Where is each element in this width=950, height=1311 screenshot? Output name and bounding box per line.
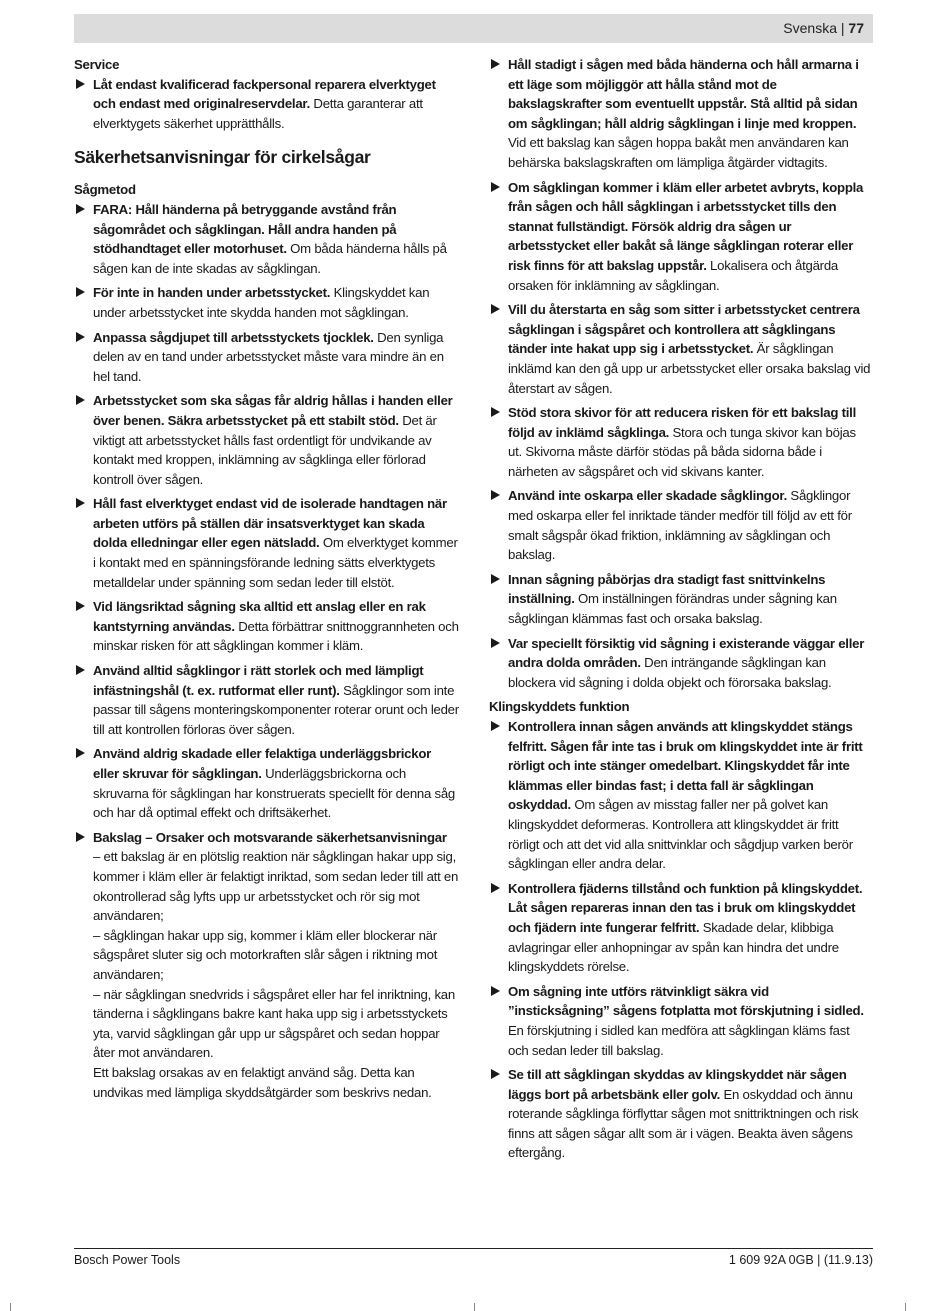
item-bold: Om sågklingan kommer i kläm eller arbetet avbryts, koppla från sågen och håll sågklingan i arbetsstycket tills den stannat fullständigt. Försök aldrig dra sågen ur arbetsstycket eller bakåt så länge sågklingan roterar eller risk finns för att bakslag uppstår. <box>508 179 864 273</box>
list-item <box>489 486 873 564</box>
list-item <box>74 283 460 322</box>
service-heading: Service <box>74 57 120 72</box>
bakslag-item <box>74 828 460 1102</box>
crop-mark <box>474 1303 475 1311</box>
list-item <box>489 403 873 481</box>
list-item <box>489 1065 873 1163</box>
list-item <box>489 717 873 874</box>
left-column <box>74 55 460 1107</box>
list-item <box>489 178 873 296</box>
bakslag-dash: – ett bakslag är en plötslig reaktion när sågklingan hakar upp sig, kommer i kläm eller är felaktigt inriktad, som sedan leder till att en okontrollerad såg lyfts upp ur arbetsstycket och rör sig mot användaren; <box>93 849 459 924</box>
item-text: Detta förbättrar snittnoggrannheten och minskar risken för att sågklingan kommer i kläm. <box>93 618 459 654</box>
item-bold: Arbetsstycket som ska sågas får aldrig hållas i handen eller över benen. Säkra arbetsstycket på ett stabilt stöd. <box>93 393 453 428</box>
right-column <box>489 55 873 1168</box>
list-item <box>74 391 460 489</box>
list-item <box>74 597 460 656</box>
header-band <box>74 14 873 43</box>
item-text: Den inträngande sågklingan kan blockera vid sågning i dolda objekt och förorsaka bakslag. <box>508 655 832 690</box>
klingskydd-heading: Klingskyddets funktion <box>489 699 630 715</box>
item-text: En förskjutning i sidled kan medföra att sågklingan kläms fast och sedan leder till bakslag. <box>508 1022 850 1058</box>
list-item <box>489 570 873 629</box>
footer-publisher: Bosch Power Tools <box>74 1253 181 1267</box>
bakslag-dash: – när sågklingan snedvrids i sågspåret eller har fel inriktning, kan tänderna i sågklingans bakre kant haka upp sig i arbetsstyckets yta, varvid sågklingan går upp ur sågspåret och sedan hoppar åter mot användaren. <box>93 986 455 1061</box>
item-bold: Använd aldrig skadade eller felaktiga underläggsbrickor eller skruvar för sågklingan. <box>93 746 432 781</box>
footer-doc-number: 1 609 92A 0GB | (11.9.13) <box>728 1253 873 1267</box>
bakslag-dash: – sågklingan hakar upp sig, kommer i kläm eller blockerar när sågspåret sluter sig och motorkraften slår sågen i riktning mot användaren; <box>93 927 438 982</box>
item-text: Lokalisera och åtgärda orsaken för inklämning av sågklingan. <box>508 257 838 293</box>
item-text: Den synliga delen av en tand under arbetsstycket måste vara mindre än en hel tand. <box>93 329 444 384</box>
item-bold: Stöd stora skivor för att reducera risken för ett bakslag till följd av inklämd sågklinga. <box>508 405 856 440</box>
item-bold: Kontrollera innan sågen används att klingskyddet stängs felfritt. Sågen får inte tas i bruk om klingskyddet inte är fritt rörligt och inte stänger omedelbart. Klingskyddet får inte klämmas eller bindas fast; i detta fall är sågklingan oskyddad. <box>508 719 863 813</box>
bakslag-heading: Bakslag – Orsaker och motsvarande säkerhetsanvisningar <box>93 829 447 845</box>
bakslag-closing: Ett bakslag orsakas av en felaktigt använd såg. Detta kan undvikas med lämpliga skyddsåtgärder som beskrivs nedan. <box>93 1064 432 1100</box>
service-item <box>74 75 460 134</box>
list-item <box>74 328 460 387</box>
item-bold: Anpassa sågdjupet till arbetsstyckets tjocklek. <box>93 329 374 345</box>
item-bold: FARA: Håll händerna på betryggande avstånd från sågområdet och sågklingan. Håll andra handen på stödhandtaget eller motorhuset. <box>93 201 397 257</box>
item-text: Sågklingor som inte passar till sågens monteringskomponenter roterar orunt och leder till att kontrollen förloras över sågen. <box>93 682 459 737</box>
page-number: 77 <box>848 20 864 36</box>
item-bold: Använd alltid sågklingor i rätt storlek och med lämpligt infästningshål (t. ex. rutformat eller runt). <box>93 663 424 698</box>
item-text: Stora och tunga skivor kan böjas ut. Skivorna måste därför stödas på båda sidorna både i närheten av sågspåret och vid skivans kanter. <box>508 424 856 479</box>
item-text: Om sågen av misstag faller ner på golvet kan klingskyddet deformeras. Kontrollera att klingskyddet är fritt rörligt och att det vid alla snittvinklar och sågdjup varken berör sågklingan eller andra delar. <box>508 797 853 872</box>
item-bold: Använd inte oskarpa eller skadade sågklingor. <box>508 488 787 504</box>
item-text: Vid ett bakslag kan sågen hoppa bakåt men användaren kan behärska bakslagskraften om lämpliga åtgärder vidtagits. <box>508 135 849 170</box>
item-text: Underläggsbrickorna och skruvarna för sågklingan har konstruerats speciellt för denna såg och har då optimal effekt och driftsäkerhet. <box>93 766 455 821</box>
item-bold: Låt endast kvalificerad fackpersonal reparera elverktyget och endast med originalreservdelar. <box>93 76 436 112</box>
footer-divider <box>74 1248 873 1249</box>
list-item <box>74 661 460 739</box>
item-text: Om elverktyget kommer i kontakt med en spänningsförande ledning sätts elverktygets metalldelar under spänning som sedan leder till elstöt. <box>93 535 458 590</box>
section-title: Säkerhetsanvisningar för cirkelsågar <box>74 147 371 168</box>
item-text: Sågklingor med oskarpa eller fel inriktade tänder medför till följd av ett för smalt sågspår ökad friktion, inklämning av sågklingan och bakslag. <box>508 488 852 563</box>
item-bold: Håll stadigt i sågen med båda händerna och håll armarna i ett läge som möjliggör att hålla stånd mot de bakslagskrafter som eventuellt uppstår. Stå alltid på sidan om sågklingan; håll aldrig sågklingan i linje med kroppen. <box>508 57 859 131</box>
list-item <box>489 879 873 977</box>
item-bold: Var speciellt försiktig vid sågning i existerande väggar eller andra dolda områden. <box>508 635 865 671</box>
item-text: Detta garanterar att elverktygets säkerhet upprätthålls. <box>93 96 423 131</box>
item-bold: Vid längsriktad sågning ska alltid ett anslag eller en rak kantstyrning användas. <box>93 599 426 634</box>
list-item <box>489 300 873 398</box>
list-item <box>74 744 460 822</box>
list-item <box>74 200 460 278</box>
item-text: Är sågklingan inklämd kan den gå upp ur arbetsstycket eller orsaka bakslag vid återstart av sågen. <box>508 341 871 396</box>
item-text: Det är viktigt att arbetsstycket hålls fast ordentligt för undvikande av kontakt med kroppen, inklämning av sågklinga eller förlorad kontroll över sågen. <box>93 412 437 487</box>
item-bold: För inte in handen under arbetsstycket. <box>93 285 331 301</box>
page-header <box>783 20 864 36</box>
item-text: Om inställningen förändras under sågning kan sågklingan klämmas fast och orsaka bakslag. <box>508 591 837 627</box>
crop-mark <box>10 1303 11 1311</box>
item-bold: Om sågning inte utförs rätvinkligt säkra vid ”insticksågning” sågens fotplatta mot förskjutning i sidled. <box>508 983 864 1019</box>
item-bold: Vill du återstarta en såg som sitter i arbetsstycket centrera sågklingan i sågspåret och kontrollera att sågklingans tänder inte hakat upp sig i arbetsstycket. <box>508 302 860 357</box>
list-item <box>489 634 873 693</box>
header-language: Svenska <box>783 20 837 36</box>
item-text: Skadade delar, klibbiga avlagringar eller anhopningar av spån kan hindra det undre klingskyddets rörelse. <box>508 919 839 975</box>
sagmetod-heading: Sågmetod <box>74 182 136 198</box>
item-text: Klingskyddet kan under arbetsstycket inte skydda handen mot sågklingan. <box>93 285 430 320</box>
item-bold: Innan sågning påbörjas dra stadigt fast snittvinkelns inställning. <box>508 571 826 607</box>
item-bold: Kontrollera fjäderns tillstånd och funktion på klingskyddet. Låt sågen repareras innan den tas i bruk om klingskyddet och fjädern inte fungerar felfritt. <box>508 880 863 935</box>
list-item <box>74 494 460 592</box>
item-bold: Se till att sågklingan skyddas av klingskyddet när sågen läggs bort på arbetsbänk eller golv. <box>508 1067 847 1102</box>
list-item <box>489 982 873 1060</box>
item-text: En oskyddad och ännu roterande sågklinga förflyttar sågen mot snittriktningen och risk finns att sågen sågar allt som är i vägen. Beakta även sågens eftergång. <box>508 1086 859 1161</box>
crop-mark <box>905 1303 906 1311</box>
list-item <box>489 55 873 173</box>
header-separator: | <box>840 20 845 36</box>
item-bold: Håll fast elverktyget endast vid de isolerade handtagen när arbeten utförs på ställen där insatsverktyget kan skada dolda elledningar eller egen nätsladd. <box>93 496 447 551</box>
item-text: Om båda händerna hålls på sågen kan de inte skadas av sågklingan. <box>93 241 447 276</box>
